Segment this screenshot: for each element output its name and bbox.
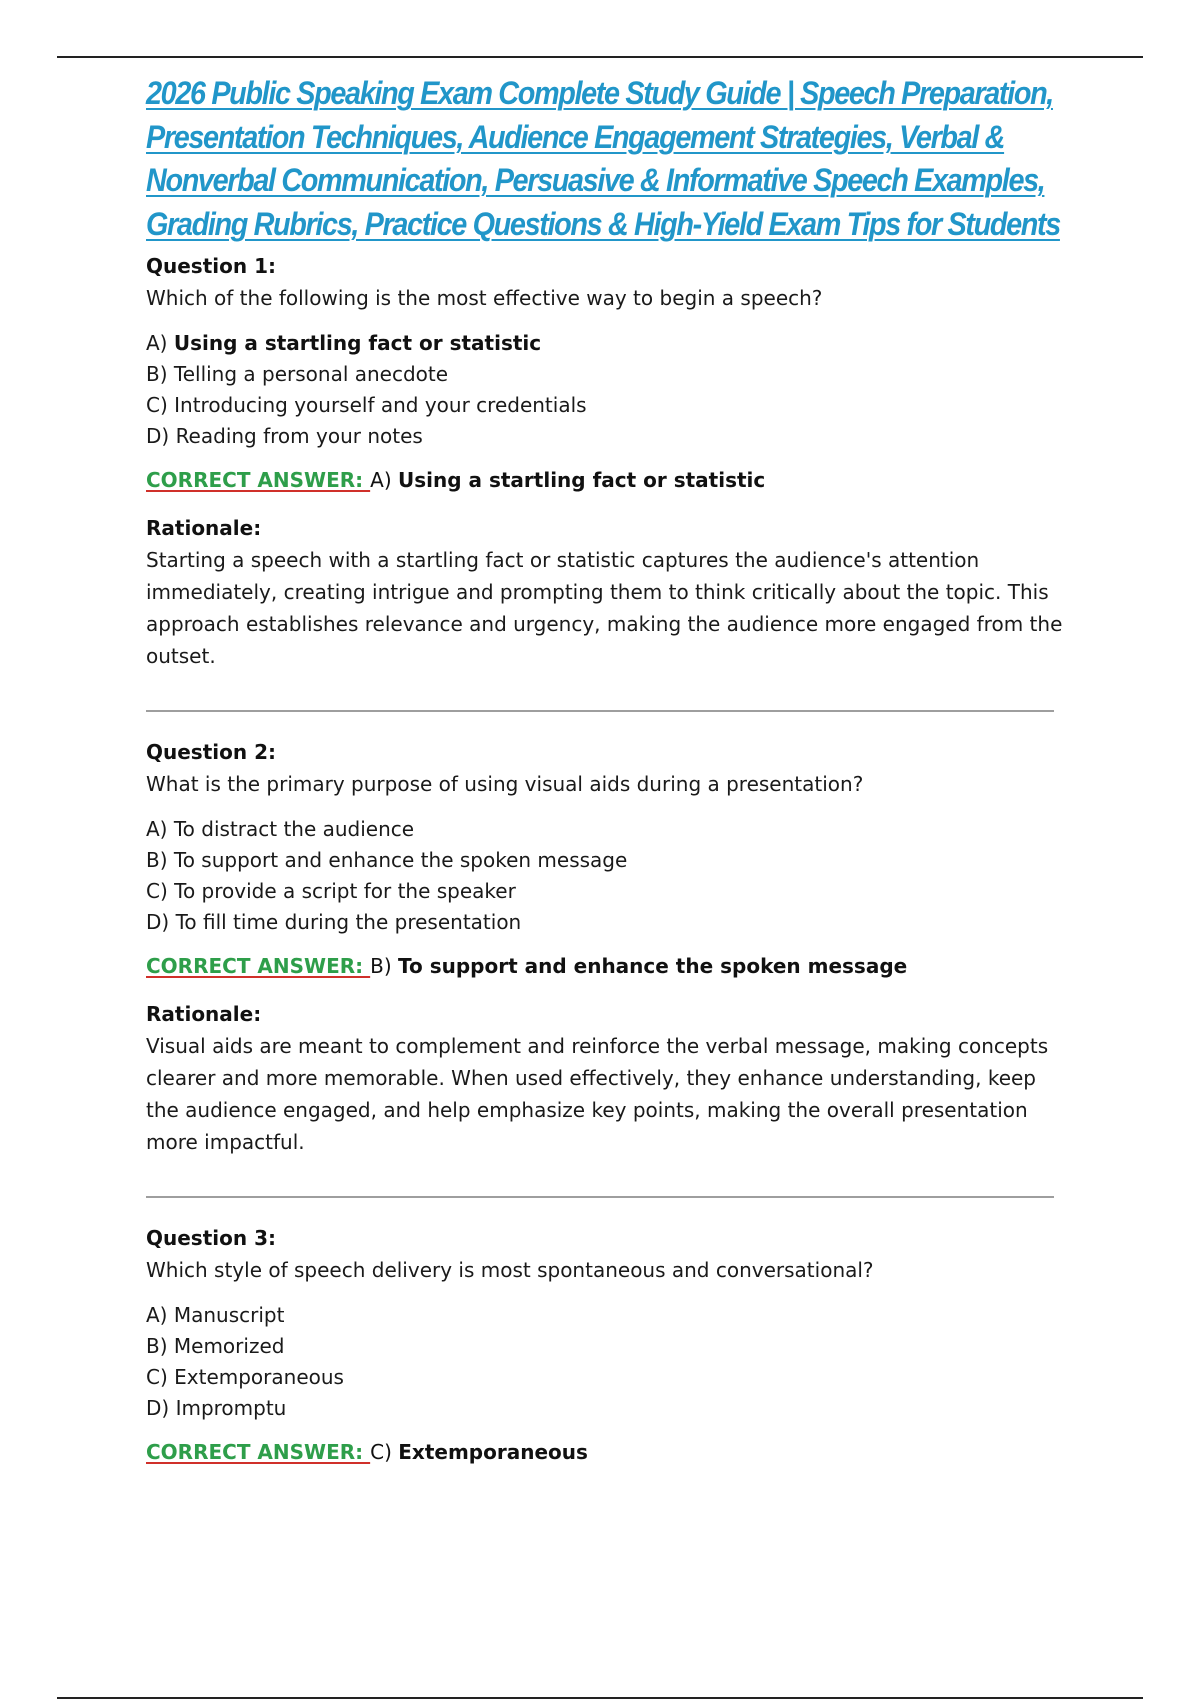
- option-c: [146, 876, 1066, 907]
- correct-answer-text: Using a startling fact or statistic: [397, 468, 766, 492]
- rationale-label: Rationale:: [146, 1002, 262, 1026]
- option-letter: D): [146, 1396, 176, 1420]
- footer-rule: [57, 1697, 1143, 1699]
- option-letter: B): [146, 848, 174, 872]
- question-1: [146, 252, 1066, 672]
- correct-answer-text: To support and enhance the spoken message: [398, 954, 908, 978]
- header-rule: [57, 56, 1143, 58]
- question-label: Question 2:: [146, 740, 276, 764]
- option-text: Using a startling fact or statistic: [173, 331, 542, 355]
- option-a: [146, 328, 1066, 359]
- option-text: Introducing yourself and your credentials: [174, 393, 587, 417]
- correct-answer-letter: B): [370, 954, 399, 978]
- correct-answer-label: CORRECT ANSWER:: [146, 954, 371, 978]
- option-letter: C): [146, 1365, 175, 1389]
- option-letter: A): [146, 1303, 174, 1327]
- option-list: [146, 1300, 1066, 1424]
- option-text: Memorized: [173, 1334, 285, 1358]
- option-letter: D): [146, 424, 176, 448]
- option-text: To fill time during the presentation: [175, 910, 522, 934]
- option-d: [146, 421, 1066, 452]
- option-text: Extemporaneous: [174, 1365, 344, 1389]
- question-label: Question 3:: [146, 1226, 276, 1250]
- document-body: [146, 72, 1066, 1466]
- option-letter: A): [146, 331, 174, 355]
- correct-answer-text: Extemporaneous: [398, 1440, 588, 1464]
- rationale-text: Visual aids are meant to complement and reinforce the verbal message, making concepts clearer and more memorable. When used effectively, they enhance understanding, keep the audience engaged, and help emphasize key points, making the overall presentation more impactful.: [146, 1034, 1049, 1154]
- section-divider: [146, 710, 1054, 712]
- option-d: [146, 1393, 1066, 1424]
- option-b: [146, 845, 1066, 876]
- option-a: [146, 1300, 1066, 1331]
- option-text: Manuscript: [173, 1303, 285, 1327]
- option-letter: D): [146, 910, 176, 934]
- question-text: Which of the following is the most effective way to begin a speech?: [146, 286, 823, 310]
- question-label: Question 1:: [146, 254, 276, 278]
- option-text: To provide a script for the speaker: [174, 879, 516, 903]
- question-3: [146, 1224, 1066, 1466]
- option-letter: C): [146, 879, 175, 903]
- correct-answer-letter: C): [370, 1440, 399, 1464]
- option-text: Telling a personal anecdote: [173, 362, 449, 386]
- correct-answer: [146, 952, 1066, 980]
- option-letter: C): [146, 393, 175, 417]
- option-letter: A): [146, 817, 174, 841]
- option-text: Impromptu: [175, 1396, 287, 1420]
- correct-answer-label: CORRECT ANSWER:: [146, 1440, 371, 1464]
- option-b: [146, 359, 1066, 390]
- option-a: [146, 814, 1066, 845]
- correct-answer-label: CORRECT ANSWER:: [146, 468, 371, 492]
- option-c: [146, 1362, 1066, 1393]
- question-2: [146, 738, 1066, 1158]
- rationale-label: Rationale:: [146, 516, 262, 540]
- question-text: Which style of speech delivery is most spontaneous and conversational?: [146, 1258, 874, 1282]
- option-letter: B): [146, 1334, 174, 1358]
- rationale-text: Starting a speech with a startling fact or statistic captures the audience's attention immediately, creating intrigue and prompting them to think critically about the topic. This approach establishes relevance and urgency, making the audience more engaged from the outset.: [146, 548, 1063, 668]
- correct-answer-letter: A): [370, 468, 398, 492]
- correct-answer: [146, 1438, 1066, 1466]
- option-list: [146, 328, 1066, 452]
- option-text: To support and enhance the spoken message: [173, 848, 628, 872]
- option-text: To distract the audience: [173, 817, 415, 841]
- document-title[interactable]: 2026 Public Speaking Exam Complete Study Guide | Speech Preparation, Presentation Techniques, Audience Engagement Strategies, Verbal & Nonverbal Communication, Persuasive & Informative Speech Examples, Grading Rubrics, Practice Questions & High-Yield Exam Tips for Students: [146, 75, 1060, 242]
- option-b: [146, 1331, 1066, 1362]
- option-list: [146, 814, 1066, 938]
- option-c: [146, 390, 1066, 421]
- option-text: Reading from your notes: [175, 424, 423, 448]
- correct-answer: [146, 466, 1066, 494]
- section-divider: [146, 1196, 1054, 1198]
- question-text: What is the primary purpose of using visual aids during a presentation?: [146, 772, 864, 796]
- option-letter: B): [146, 362, 174, 386]
- option-d: [146, 907, 1066, 938]
